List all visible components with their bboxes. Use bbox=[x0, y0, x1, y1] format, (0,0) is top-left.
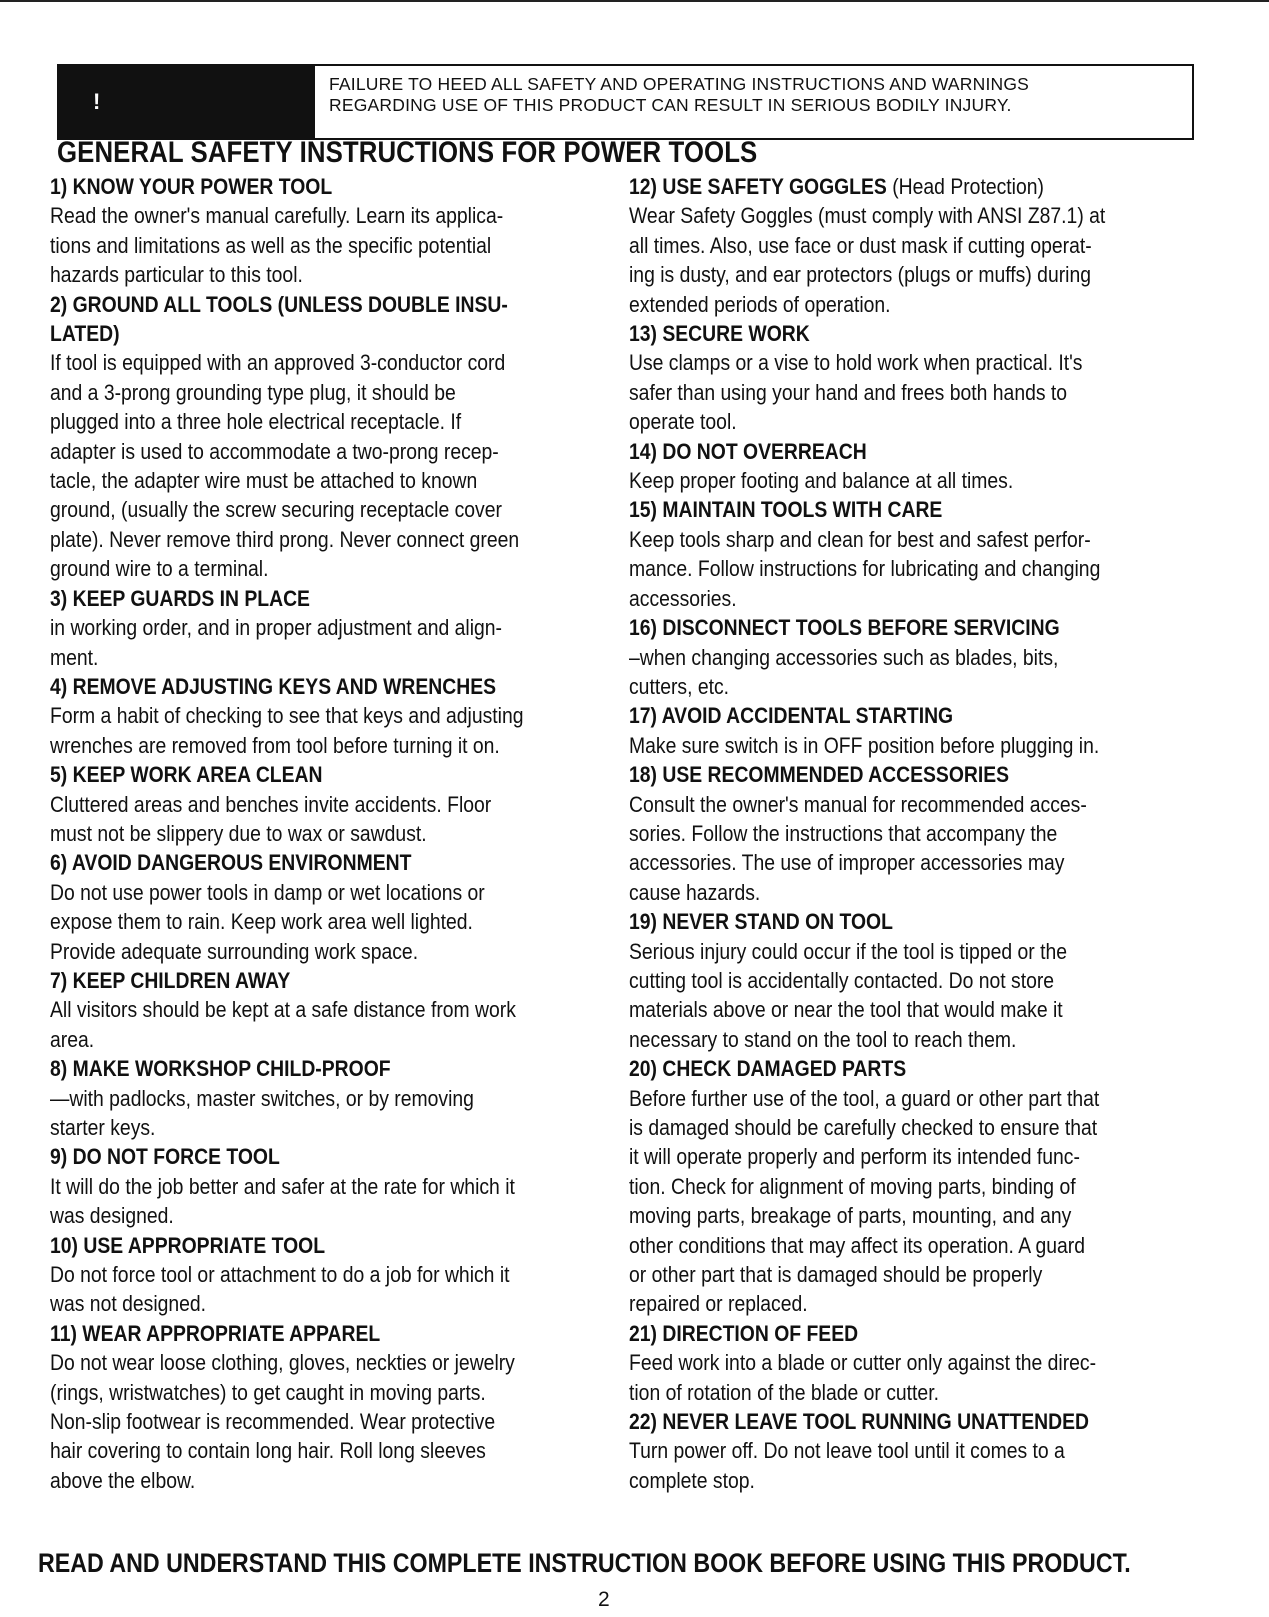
section-body-line: Consult the owner's manual for recommended acces- bbox=[629, 791, 1087, 817]
section-body-line: must not be slippery due to wax or sawdust. bbox=[50, 820, 427, 846]
section-body-line: plugged into a three hole electrical receptacle. If bbox=[50, 409, 462, 435]
section-body-line: moving parts, breakage of parts, mounting, and any bbox=[629, 1203, 1072, 1229]
section-heading bbox=[50, 672, 631, 701]
warning-line-2: REGARDING USE OF THIS PRODUCT CAN RESULT IN SERIOUS BODILY INJURY. bbox=[329, 95, 1012, 115]
section-body-line: ground, (usually the screw securing receptacle cover bbox=[50, 497, 502, 523]
page-number: 2 bbox=[598, 1588, 610, 1611]
section-body-line: Cluttered areas and benches invite accidents. Floor bbox=[50, 791, 492, 817]
section-heading bbox=[50, 1054, 631, 1083]
right-column bbox=[629, 172, 1219, 1495]
section-body-line: Serious injury could occur if the tool is tipped or the bbox=[629, 938, 1067, 964]
section-heading-text: 6) AVOID DANGEROUS ENVIRONMENT bbox=[50, 850, 412, 876]
safety-section bbox=[50, 760, 631, 848]
section-body-line: operate tool. bbox=[629, 409, 737, 435]
section-heading bbox=[50, 172, 631, 201]
section-heading-text: 2) GROUND ALL TOOLS (UNLESS DOUBLE INSU- bbox=[50, 291, 508, 317]
section-heading-text: 12) USE SAFETY GOGGLES bbox=[629, 174, 887, 199]
section-body-line: materials above or near the tool that would make it bbox=[629, 997, 1063, 1023]
section-body-line: wrenches are removed from tool before turning it on. bbox=[50, 732, 500, 758]
safety-section bbox=[50, 966, 631, 1054]
safety-section bbox=[50, 1054, 631, 1142]
section-body-line: tions and limitations as well as the specific potential bbox=[50, 232, 492, 258]
section-body-line: all times. Also, use face or dust mask if cutting operat- bbox=[629, 232, 1092, 258]
section-body-line: repaired or replaced. bbox=[629, 1291, 808, 1317]
safety-section bbox=[629, 319, 1210, 437]
section-body-line: Turn power off. Do not leave tool until it comes to a bbox=[629, 1438, 1065, 1464]
section-body-line: (rings, wristwatches) to get caught in moving parts. bbox=[50, 1379, 486, 1405]
section-body-line: It will do the job better and safer at the rate for which it bbox=[50, 1173, 515, 1199]
safety-section bbox=[50, 584, 631, 672]
section-body-line: ment. bbox=[50, 644, 99, 670]
section-body-line: and a 3-prong grounding type plug, it should be bbox=[50, 379, 456, 405]
section-body-line: hazards particular to this tool. bbox=[50, 262, 303, 288]
section-body-line: other conditions that may affect its operation. A guard bbox=[629, 1232, 1085, 1258]
section-heading-text: 10) USE APPROPRIATE TOOL bbox=[50, 1232, 326, 1258]
section-heading-text: 16) DISCONNECT TOOLS BEFORE SERVICING bbox=[629, 615, 1060, 641]
section-body-line: was designed. bbox=[50, 1203, 174, 1229]
warning-banner bbox=[57, 64, 1194, 140]
section-body-line: Read the owner's manual carefully. Learn its applica- bbox=[50, 203, 504, 229]
safety-section bbox=[50, 1142, 631, 1230]
safety-section bbox=[50, 672, 631, 760]
section-heading bbox=[629, 1407, 1210, 1436]
section-heading bbox=[50, 1319, 631, 1348]
safety-section bbox=[50, 1231, 631, 1319]
section-heading bbox=[629, 495, 1210, 524]
section-heading-text: 17) AVOID ACCIDENTAL STARTING bbox=[629, 703, 954, 729]
section-body-line: ing is dusty, and ear protectors (plugs or muffs) during bbox=[629, 262, 1091, 288]
section-body-line: adapter is used to accommodate a two-prong recep- bbox=[50, 438, 499, 464]
section-body-line: or other part that is damaged should be properly bbox=[629, 1262, 1043, 1288]
warning-symbol: ! bbox=[93, 89, 101, 114]
safety-section bbox=[629, 1054, 1210, 1319]
section-heading-suffix: (Head Protection) bbox=[886, 174, 1044, 199]
section-body-line: sories. Follow the instructions that accompany the bbox=[629, 820, 1058, 846]
section-heading bbox=[629, 701, 1210, 730]
section-body-line: Use clamps or a vise to hold work when practical. It's bbox=[629, 350, 1083, 376]
section-heading bbox=[629, 319, 1210, 348]
section-body-line: above the elbow. bbox=[50, 1467, 196, 1493]
section-heading bbox=[629, 172, 1210, 201]
section-body-line: Non-slip footwear is recommended. Wear protective bbox=[50, 1409, 496, 1435]
left-column-content bbox=[50, 172, 631, 1495]
section-body-line: it will operate properly and perform its intended func- bbox=[629, 1144, 1080, 1170]
section-heading-text: 5) KEEP WORK AREA CLEAN bbox=[50, 762, 323, 788]
warning-text bbox=[315, 66, 1192, 138]
section-heading-text: 18) USE RECOMMENDED ACCESSORIES bbox=[629, 762, 1010, 788]
section-heading bbox=[629, 1054, 1210, 1083]
page-title: GENERAL SAFETY INSTRUCTIONS FOR POWER TOOLS bbox=[57, 136, 758, 169]
safety-section bbox=[629, 701, 1210, 760]
section-body-line: hair covering to contain long hair. Roll long sleeves bbox=[50, 1438, 486, 1464]
section-heading-text: 14) DO NOT OVERREACH bbox=[629, 438, 867, 464]
section-heading bbox=[629, 760, 1210, 789]
section-body-line: mance. Follow instructions for lubricating and changing bbox=[629, 556, 1101, 582]
safety-section bbox=[629, 907, 1210, 1054]
safety-section bbox=[50, 290, 631, 584]
section-heading-text: 3) KEEP GUARDS IN PLACE bbox=[50, 585, 310, 611]
right-column-content bbox=[629, 172, 1210, 1495]
top-rule bbox=[0, 0, 1269, 2]
section-heading bbox=[629, 613, 1210, 642]
section-heading-text: 8) MAKE WORKSHOP CHILD-PROOF bbox=[50, 1056, 391, 1082]
section-body-line: starter keys. bbox=[50, 1115, 156, 1140]
safety-section bbox=[629, 760, 1210, 907]
section-body-line: accessories. The use of improper accessories may bbox=[629, 850, 1065, 876]
section-body-line: plate). Never remove third prong. Never connect green bbox=[50, 526, 520, 552]
section-body-line: Keep tools sharp and clean for best and safest perfor- bbox=[629, 526, 1091, 552]
section-body-line: complete stop. bbox=[629, 1467, 755, 1493]
section-body-line: Provide adequate surrounding work space. bbox=[50, 938, 419, 964]
section-heading bbox=[629, 1319, 1210, 1348]
section-body-line: necessary to stand on the tool to reach them. bbox=[629, 1026, 1017, 1052]
safety-section bbox=[629, 172, 1210, 319]
safety-section bbox=[50, 1319, 631, 1495]
section-heading bbox=[50, 290, 631, 319]
section-heading-text: 13) SECURE WORK bbox=[629, 321, 810, 347]
section-body-line: Keep proper footing and balance at all times. bbox=[629, 468, 1014, 494]
section-heading bbox=[629, 437, 1210, 466]
section-heading-text: 4) REMOVE ADJUSTING KEYS AND WRENCHES bbox=[50, 673, 497, 699]
section-body-line: tacle, the adapter wire must be attached to known bbox=[50, 468, 478, 494]
safety-section bbox=[50, 172, 631, 290]
warning-symbol-block bbox=[59, 66, 315, 138]
section-body-line: Form a habit of checking to see that keys and adjusting bbox=[50, 703, 524, 729]
section-body-line: extended periods of operation. bbox=[629, 291, 891, 317]
section-body-line: Feed work into a blade or cutter only against the direc- bbox=[629, 1350, 1097, 1376]
warning-line-1: FAILURE TO HEED ALL SAFETY AND OPERATING INSTRUCTIONS AND WARNINGS bbox=[329, 74, 1030, 94]
section-body-line: Do not wear loose clothing, gloves, neckties or jewelry bbox=[50, 1350, 515, 1376]
section-body-line: area. bbox=[50, 1026, 95, 1052]
section-heading-text: 21) DIRECTION OF FEED bbox=[629, 1320, 859, 1346]
section-body-line: safer than using your hand and frees both hands to bbox=[629, 379, 1068, 405]
section-heading bbox=[629, 907, 1210, 936]
section-heading-text: 22) NEVER LEAVE TOOL RUNNING UNATTENDED bbox=[629, 1409, 1090, 1435]
safety-section bbox=[629, 1407, 1210, 1495]
section-body-line: Do not force tool or attachment to do a job for which it bbox=[50, 1262, 510, 1288]
section-heading-text: 11) WEAR APPROPRIATE APPAREL bbox=[50, 1320, 381, 1346]
section-heading bbox=[50, 966, 631, 995]
section-body-line: –when changing accessories such as blades, bits, bbox=[629, 644, 1059, 670]
section-body-line: Before further use of the tool, a guard or other part that bbox=[629, 1085, 1100, 1111]
section-heading-text: 15) MAINTAIN TOOLS WITH CARE bbox=[629, 497, 943, 523]
section-body-line: cutters, etc. bbox=[629, 673, 730, 699]
section-body-line: Wear Safety Goggles (must comply with ANSI Z87.1) at bbox=[629, 203, 1106, 229]
section-heading-text: 20) CHECK DAMAGED PARTS bbox=[629, 1056, 907, 1082]
section-body-line: ground wire to a terminal. bbox=[50, 556, 269, 582]
footer-notice: READ AND UNDERSTAND THIS COMPLETE INSTRUCTION BOOK BEFORE USING THIS PRODUCT. bbox=[38, 1548, 1131, 1578]
section-heading bbox=[50, 1231, 631, 1260]
section-body-line: Make sure switch is in OFF position before plugging in. bbox=[629, 732, 1100, 758]
section-body-line: in working order, and in proper adjustment and align- bbox=[50, 615, 503, 641]
section-body-line: Do not use power tools in damp or wet locations or bbox=[50, 879, 485, 905]
section-heading bbox=[50, 1142, 631, 1171]
section-body-line: tion. Check for alignment of moving parts, binding of bbox=[629, 1173, 1076, 1199]
safety-section bbox=[50, 848, 631, 966]
section-body-line: was not designed. bbox=[50, 1291, 207, 1317]
section-heading-text: 9) DO NOT FORCE TOOL bbox=[50, 1144, 280, 1170]
section-heading-continued: LATED) bbox=[50, 321, 120, 347]
section-body-line: is damaged should be carefully checked to ensure that bbox=[629, 1115, 1098, 1140]
section-body-line: If tool is equipped with an approved 3-conductor cord bbox=[50, 350, 506, 376]
left-column bbox=[50, 172, 610, 1495]
section-heading-text: 19) NEVER STAND ON TOOL bbox=[629, 909, 893, 935]
safety-section bbox=[629, 613, 1210, 701]
section-heading-text: 1) KNOW YOUR POWER TOOL bbox=[50, 174, 333, 199]
section-heading bbox=[50, 584, 631, 613]
section-heading-text: 7) KEEP CHILDREN AWAY bbox=[50, 967, 291, 993]
section-heading bbox=[50, 848, 631, 877]
safety-section bbox=[629, 437, 1210, 496]
section-body-line: expose them to rain. Keep work area well lighted. bbox=[50, 909, 473, 935]
section-body-line: cutting tool is accidentally contacted. Do not store bbox=[629, 967, 1055, 993]
safety-section bbox=[629, 1319, 1210, 1407]
safety-section bbox=[629, 495, 1210, 613]
section-body-line: cause hazards. bbox=[629, 879, 761, 905]
section-body-line: All visitors should be kept at a safe distance from work bbox=[50, 997, 516, 1023]
section-body-line: —with padlocks, master switches, or by removing bbox=[50, 1085, 474, 1111]
section-body-line: tion of rotation of the blade or cutter. bbox=[629, 1379, 939, 1405]
section-heading bbox=[50, 760, 631, 789]
section-body-line: accessories. bbox=[629, 585, 737, 611]
